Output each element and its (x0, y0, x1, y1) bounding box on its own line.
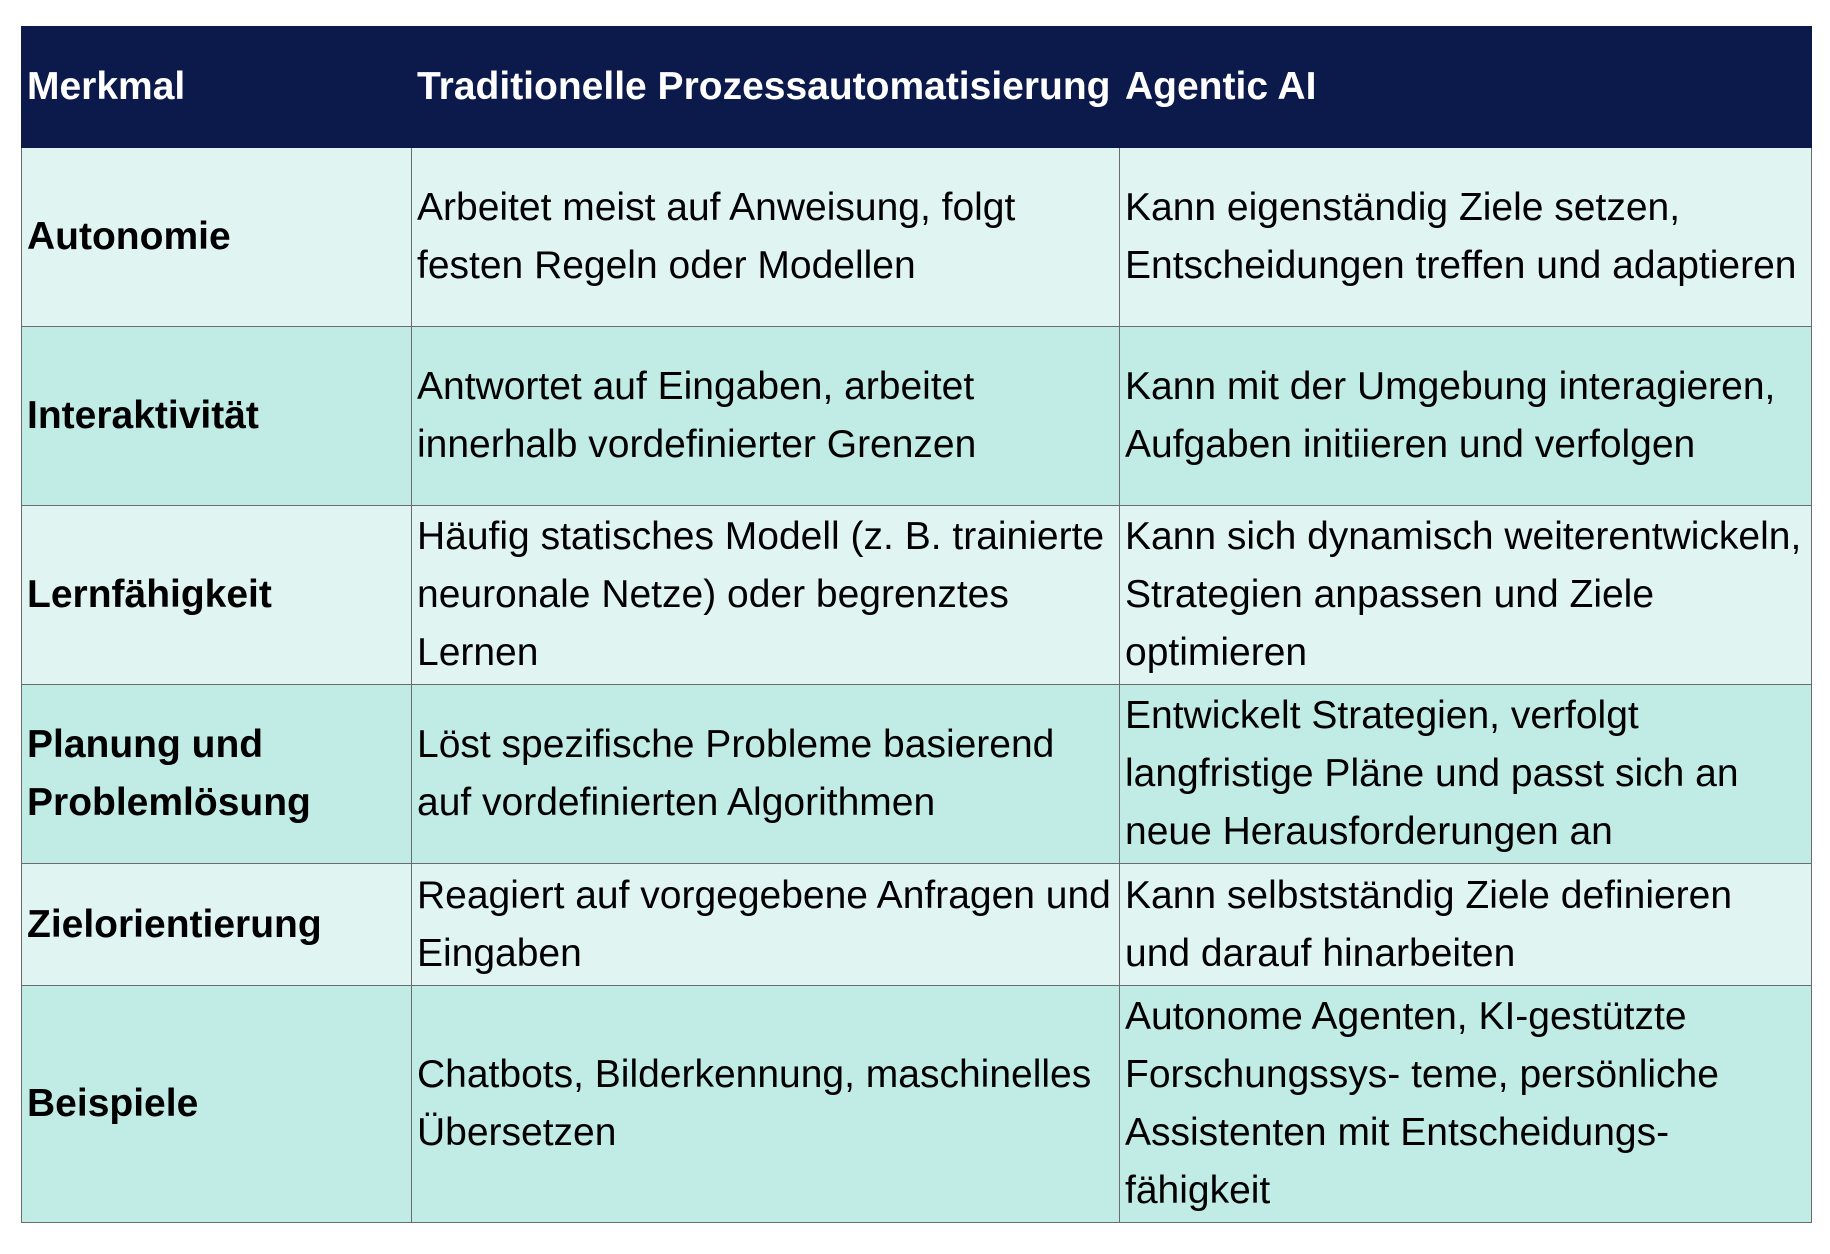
row-feature: Interaktivität (22, 327, 412, 506)
row-agentic: Kann sich dynamisch weiterentwickeln, Strategien anpassen und Ziele optimieren (1120, 506, 1812, 685)
row-agentic: Entwickelt Strategien, verfolgt langfristige Pläne und passt sich an neue Herausforderungen an (1120, 685, 1812, 864)
row-feature: Lernfähigkeit (22, 506, 412, 685)
row-agentic: Kann mit der Umgebung interagieren, Aufgaben initiieren und verfolgen (1120, 327, 1812, 506)
row-traditional: Antwortet auf Eingaben, arbeitet innerhalb vordefinierter Grenzen (412, 327, 1120, 506)
row-traditional: Häufig statisches Modell (z. B. trainierte neuronale Netze) oder begrenztes Lernen (412, 506, 1120, 685)
comparison-table (21, 26, 1812, 1223)
table-row (22, 864, 1812, 986)
header-traditional: Traditionelle Prozessautomatisierung (412, 27, 1120, 148)
header-feature: Merkmal (22, 27, 412, 148)
table-row (22, 506, 1812, 685)
row-traditional: Arbeitet meist auf Anweisung, folgt festen Regeln oder Modellen (412, 148, 1120, 327)
row-feature: Beispiele (22, 986, 412, 1223)
table-row (22, 685, 1812, 864)
row-traditional: Löst spezifische Probleme basierend auf vordefinierten Algorithmen (412, 685, 1120, 864)
table-row (22, 327, 1812, 506)
row-agentic: Kann selbstständig Ziele definieren und darauf hinarbeiten (1120, 864, 1812, 986)
header-agentic: Agentic AI (1120, 27, 1812, 148)
row-feature: Zielorientierung (22, 864, 412, 986)
header-row (22, 27, 1812, 148)
row-feature: Autonomie (22, 148, 412, 327)
row-agentic: Autonome Agenten, KI-gestützte Forschungssys- teme, persönliche Assistenten mit Entscheidungs- fähigkeit (1120, 986, 1812, 1223)
row-traditional: Reagiert auf vorgegebene Anfragen und Eingaben (412, 864, 1120, 986)
table-row (22, 148, 1812, 327)
table-row (22, 986, 1812, 1223)
table-header (22, 27, 1812, 148)
row-traditional: Chatbots, Bilderkennung, maschinelles Übersetzen (412, 986, 1120, 1223)
row-agentic: Kann eigenständig Ziele setzen, Entscheidungen treffen und adaptieren (1120, 148, 1812, 327)
table-body (22, 148, 1812, 1223)
row-feature: Planung und Problemlösung (22, 685, 412, 864)
